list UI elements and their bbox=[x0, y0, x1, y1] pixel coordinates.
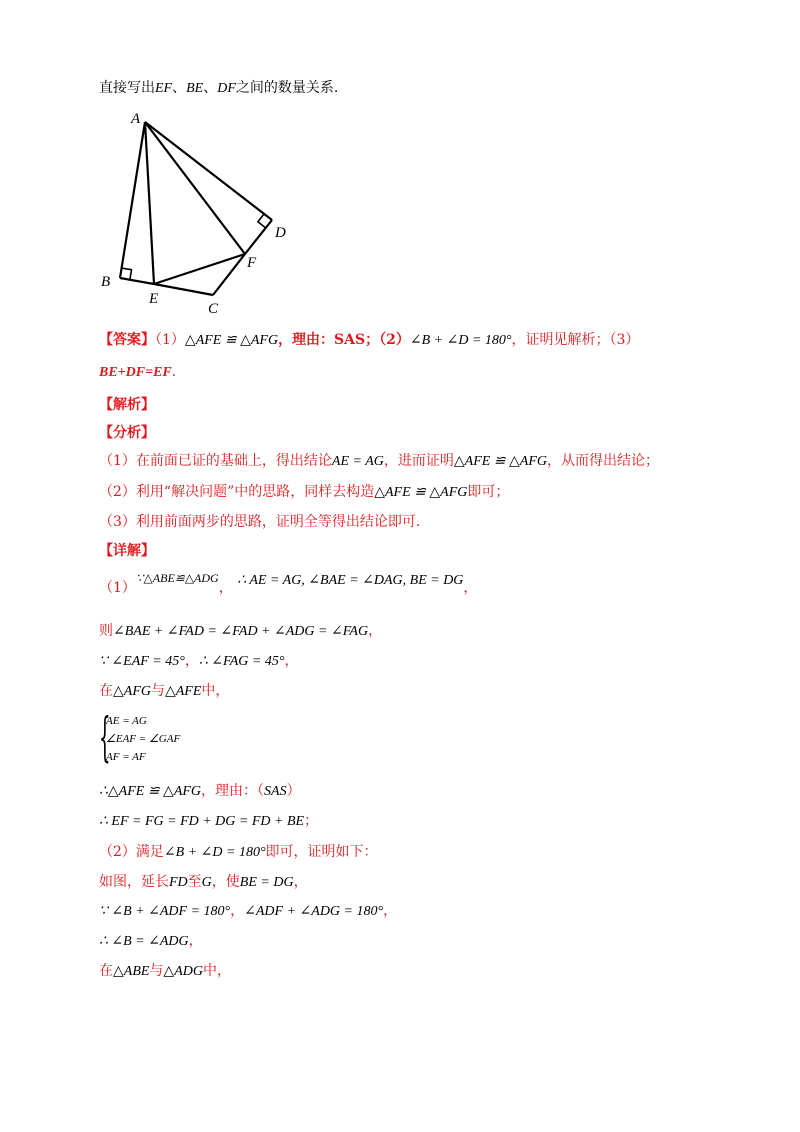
label-e: E bbox=[149, 291, 159, 307]
detail-line-3 bbox=[99, 651, 298, 672]
triangle-adg: △ADG bbox=[163, 964, 203, 979]
detail-line-8 bbox=[99, 872, 308, 893]
detail-text: 与 bbox=[150, 683, 165, 699]
detail-text: 如图，延长 bbox=[99, 874, 169, 890]
separator: 、 bbox=[203, 80, 218, 96]
intro-text-end: 之间的数量关系. bbox=[235, 80, 339, 96]
answer-line-2 bbox=[99, 362, 176, 383]
detail-line-2 bbox=[99, 621, 382, 642]
edge-ab bbox=[120, 122, 145, 278]
xiangjie-heading: 【详解】 bbox=[99, 543, 155, 559]
segment-ef: EF bbox=[155, 81, 173, 96]
fenxi-text: 即可； bbox=[467, 484, 510, 500]
answer-proof: ，证明见解析；（3） bbox=[511, 332, 640, 348]
formula-congruence: △AFE ≌ △AFG bbox=[453, 454, 548, 469]
detail-line-1 bbox=[99, 571, 478, 599]
detail-text: 在 bbox=[99, 963, 113, 979]
fenxi-line-2 bbox=[99, 482, 509, 503]
fenxi-line-1 bbox=[99, 451, 659, 472]
detail-text: ，理由：（ bbox=[201, 783, 265, 799]
right-angle-mark-d bbox=[258, 214, 266, 228]
detail-line-5 bbox=[99, 781, 301, 802]
intro-text: 直接写出 bbox=[99, 80, 155, 96]
comma: ， bbox=[188, 933, 203, 949]
answer-congruence: △AFE ≌ △AFG bbox=[184, 333, 279, 348]
detail-text: 与 bbox=[149, 963, 164, 979]
edge-ec bbox=[154, 284, 213, 295]
part-label: （1） bbox=[99, 580, 136, 596]
intro-line bbox=[99, 78, 338, 99]
detail-text: ） bbox=[286, 783, 301, 799]
answer-line bbox=[99, 330, 639, 351]
label-f: F bbox=[247, 255, 257, 271]
detail-text: ，使 bbox=[211, 874, 240, 890]
detail-line-4 bbox=[99, 681, 229, 702]
formula-ae-ag: AE = AG bbox=[331, 454, 384, 469]
fenxi-text: ，从而得出结论； bbox=[547, 453, 660, 469]
detail-text: （2）满足 bbox=[99, 844, 164, 860]
detail-text: 即可，证明如下： bbox=[265, 844, 378, 860]
answer-dot: . bbox=[171, 364, 177, 380]
segment-be: BE bbox=[186, 81, 204, 96]
system-row: AE = AG bbox=[106, 715, 147, 727]
formula-b-adf: ∵ ∠B + ∠ADF = 180° bbox=[99, 904, 231, 919]
edge-ef bbox=[154, 254, 245, 284]
detail-line-7 bbox=[99, 842, 378, 863]
label-b: B bbox=[101, 274, 111, 290]
answer-relation: BE+DF=EF bbox=[99, 365, 172, 380]
detail-text: 至 bbox=[187, 874, 202, 890]
formula-fag: ∴ ∠FAG = 45° bbox=[198, 654, 285, 669]
comma: ， bbox=[184, 653, 199, 669]
detail-line-9 bbox=[99, 901, 397, 922]
segment-fd: FD bbox=[169, 875, 188, 890]
detail-text: 则 bbox=[99, 623, 113, 639]
comma: ， bbox=[383, 903, 398, 919]
formula-angle-sum: ∠BAE + ∠FAD = ∠FAD + ∠ADG = ∠FAG bbox=[113, 624, 369, 639]
fenxi-line-3: （3）利用前面两步的思路，证明全等得出结论即可. bbox=[99, 514, 421, 530]
answer-condition: ∠B + ∠D = 180° bbox=[409, 333, 512, 348]
detail-line-6 bbox=[99, 811, 318, 832]
answer-reason: ，理由：SAS；（2） bbox=[278, 332, 410, 348]
geometry-figure bbox=[95, 105, 295, 320]
detail-line-10 bbox=[99, 931, 203, 952]
brace-icon: { bbox=[99, 708, 111, 768]
formula-be-dg: BE = DG bbox=[239, 875, 294, 890]
jiexi-heading: 【解析】 bbox=[99, 397, 155, 413]
comma: ， bbox=[368, 623, 383, 639]
formula-equalities: ∴ AE = AG, ∠BAE = ∠DAG, BE = DG bbox=[237, 573, 464, 588]
label-c: C bbox=[208, 301, 219, 317]
formula-adf-adg: ∠ADF + ∠ADG = 180° bbox=[244, 904, 384, 919]
comma: ， bbox=[463, 580, 478, 596]
formula-congruence: ∴△AFE ≌ △AFG bbox=[99, 784, 202, 799]
detail-line-11 bbox=[99, 961, 231, 982]
formula-eaf: ∵ ∠EAF = 45° bbox=[99, 654, 185, 669]
formula-abe-adg: ∵△ABE≌△ADG bbox=[135, 571, 219, 585]
detail-text: 在 bbox=[99, 683, 113, 699]
comma: ， bbox=[284, 653, 299, 669]
semicolon: ； bbox=[304, 813, 319, 829]
separator: 、 bbox=[172, 80, 187, 96]
formula-angle-condition: ∠B + ∠D = 180° bbox=[163, 845, 266, 860]
segment-df: DF bbox=[217, 81, 236, 96]
triangle-abe: △ABE bbox=[113, 964, 150, 979]
label-d: D bbox=[275, 225, 286, 241]
formula-ef-relation: ∴ EF = FG = FD + DG = FD + BE bbox=[99, 814, 305, 829]
formula-congruence: △AFE ≌ △AFG bbox=[374, 485, 468, 500]
edge-be bbox=[120, 278, 154, 284]
fenxi-text: ，进而证明 bbox=[383, 453, 454, 469]
fenxi-text: （1）在前面已证的基础上，得出结论 bbox=[99, 453, 332, 469]
fenxi-text: （2）利用“解决问题”中的思路，同样去构造 bbox=[99, 484, 375, 500]
answer-part1: （1） bbox=[155, 332, 185, 348]
reason-sas: SAS bbox=[264, 784, 287, 799]
system-row: AF = AF bbox=[106, 751, 146, 763]
system-row: ∠EAF = ∠GAF bbox=[106, 733, 181, 745]
formula-b-eq-adg: ∴ ∠B = ∠ADG bbox=[99, 934, 189, 949]
edge-ae bbox=[145, 122, 154, 284]
answer-tag: 【答案】 bbox=[99, 332, 155, 348]
triangle-afe: △AFE bbox=[164, 684, 202, 699]
detail-text: 中， bbox=[202, 963, 231, 979]
fenxi-heading: 【分析】 bbox=[99, 425, 155, 441]
comma: ， bbox=[230, 903, 245, 919]
triangle-afg: △AFG bbox=[113, 684, 151, 699]
edge-fd bbox=[245, 220, 272, 254]
point-g: G bbox=[201, 875, 212, 890]
label-a: A bbox=[131, 111, 141, 127]
comma: ， bbox=[293, 874, 308, 890]
detail-text: 中， bbox=[201, 683, 230, 699]
comma: ， bbox=[218, 580, 233, 596]
